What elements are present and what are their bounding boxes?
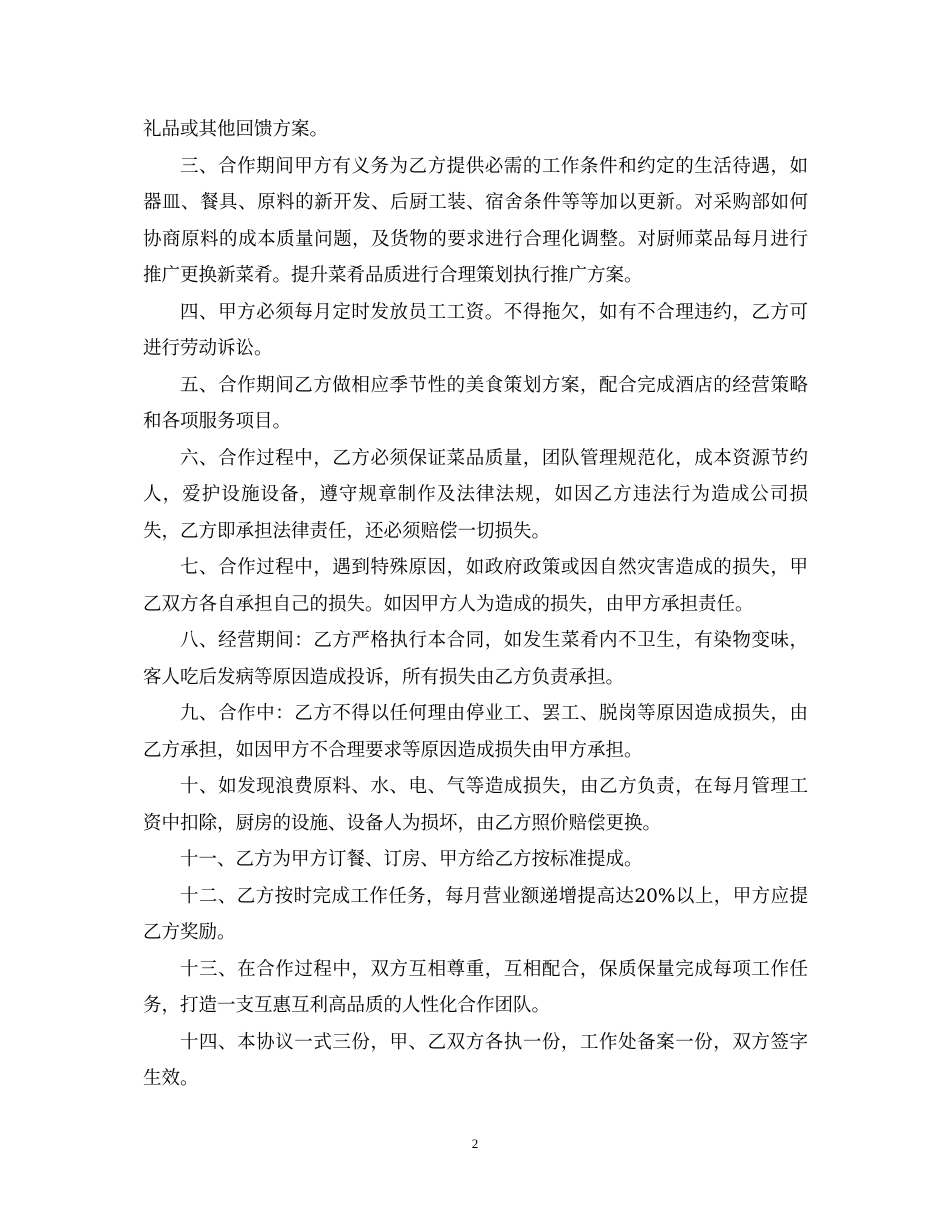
- clause-13: 十三、在合作过程中，双方互相尊重，互相配合，保质保量完成每项工作任务，打造一支互惠互利高品质的人性化合作团队。: [143, 958, 808, 1016]
- clause-14: 十四、本协议一式三份，甲、乙双方各执一份，工作处备案一份，双方签字生效。: [143, 1031, 808, 1089]
- clause-11: 十一、乙方为甲方订餐、订房、甲方给乙方按标准提成。: [180, 849, 643, 870]
- clause-5: 五、合作期间乙方做相应季节性的美食策划方案，配合完成酒店的经营策略和各项服务项目。: [143, 374, 808, 432]
- clause-9: 九、合作中：乙方不得以任何理由停业工、罢工、脱岗等原因造成损失，由乙方承担，如因甲方不合理要求等原因造成损失由甲方承担。: [143, 703, 808, 761]
- clause-6: 六、合作过程中，乙方必须保证菜品质量，团队管理规范化，成本资源节约人，爱护设施设备，遵守规章制作及法律法规，如因乙方违法行为造成公司损失，乙方即承担法律责任，还必须赔偿一切损失。: [143, 447, 808, 542]
- clause-12: 十二、乙方按时完成工作任务，每月营业额递增提高达20%以上，甲方应提乙方奖励。: [143, 885, 808, 943]
- page-number: 2: [471, 1136, 479, 1151]
- clause-10: 十、如发现浪费原料、水、电、气等造成损失，由乙方负责，在每月管理工资中扣除，厨房的设施、设备人为损坏，由乙方照价赔偿更换。: [143, 776, 808, 834]
- clause-3: 三、合作期间甲方有义务为乙方提供必需的工作条件和约定的生活待遇，如器皿、餐具、原料的新开发、后厨工装、宿舍条件等等加以更新。对采购部如何协商原料的成本质量问题，及货物的要求进行合理化调整。对厨师菜品每月进行推广更换新菜肴。提升菜肴品质进行合理策划执行推广方案。: [143, 155, 808, 286]
- clause-7: 七、合作过程中，遇到特殊原因，如政府政策或因自然灾害造成的损失，甲乙双方各自承担自己的损失。如因甲方人为造成的损失，由甲方承担责任。: [143, 557, 808, 615]
- clause-8: 八、经营期间：乙方严格执行本合同，如发生菜肴内不卫生，有染物变味，客人吃后发病等原因造成投诉，所有损失由乙方负责承担。: [143, 630, 808, 688]
- document-body: [143, 112, 808, 1098]
- paragraph-continuation: 礼品或其他回馈方案。: [143, 119, 329, 140]
- clause-4: 四、甲方必须每月定时发放员工工资。不得拖欠，如有不合理违约，乙方可进行劳动诉讼。: [143, 301, 808, 359]
